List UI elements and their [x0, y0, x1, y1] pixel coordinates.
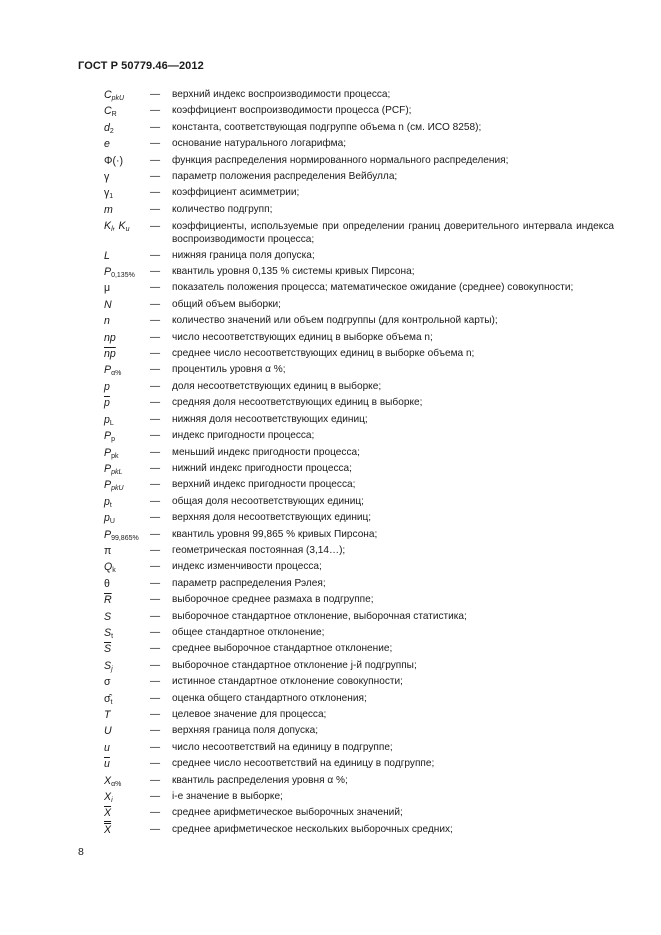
symbol: $Q_k$	[104, 561, 116, 575]
list-item	[0, 658, 661, 674]
symbol: U	[104, 725, 112, 738]
description: функция распределения нормированного нормального распределения;	[172, 154, 509, 166]
dash: —	[150, 659, 161, 671]
list-item	[0, 120, 661, 136]
description: число несоответствующих единиц в выборке объема n;	[172, 331, 433, 343]
symbol: n	[104, 315, 110, 328]
dash: —	[150, 430, 161, 442]
list-item	[0, 773, 661, 789]
dash: —	[150, 282, 161, 294]
list-item	[0, 559, 661, 575]
description: геометрическая постоянная (3,14…);	[172, 544, 346, 556]
dash: —	[150, 187, 161, 199]
dash: —	[150, 594, 161, 606]
dash: —	[150, 676, 161, 688]
symbols-list	[0, 87, 661, 838]
symbol: $P_p$	[104, 430, 115, 444]
description: квантиль уровня 0,135 % системы кривых Пирсона;	[172, 266, 415, 278]
dash: —	[150, 528, 161, 540]
description: количество подгрупп;	[172, 203, 273, 215]
description: верхняя граница поля допуска;	[172, 725, 319, 737]
symbol: $X_i$	[104, 791, 113, 805]
description: коэффициент асимметрии;	[172, 187, 300, 199]
symbol: $C_R$	[104, 105, 117, 119]
dash: —	[150, 725, 161, 737]
symbol: σ	[104, 676, 111, 689]
symbol: $\overline{S}$	[104, 643, 112, 656]
symbol: L	[104, 249, 110, 262]
symbol: X	[104, 823, 112, 836]
list-item	[0, 202, 661, 218]
description: общая доля несоответствующих единиц;	[172, 495, 364, 507]
description: выборочное стандартное отклонение j-й подгруппы;	[172, 659, 417, 671]
description: нижняя доля несоответствующих единиц;	[172, 413, 368, 425]
symbol: $\overline{np}$	[104, 348, 116, 361]
description: нижняя граница поля допуска;	[172, 249, 315, 261]
symbol: θ	[104, 577, 110, 590]
list-item	[0, 379, 661, 395]
symbol: T	[104, 709, 111, 722]
description: целевое значение для процесса;	[172, 709, 327, 721]
dash: —	[150, 171, 161, 183]
symbol: $P_{\alpha\%}$	[104, 364, 122, 378]
list-item	[0, 362, 661, 378]
symbol: p	[104, 380, 110, 393]
description: коэффициент воспроизводимости процесса (PCF);	[172, 105, 412, 117]
list-item	[0, 576, 661, 592]
dash: —	[150, 315, 161, 327]
list-item	[0, 510, 661, 526]
dash: —	[150, 741, 161, 753]
symbol: $P_{99,865\%}$	[104, 528, 139, 542]
symbol: $X_{\alpha\%}$	[104, 774, 122, 788]
description: средняя доля несоответствующих единиц в выборке;	[172, 397, 423, 409]
list-item	[0, 87, 661, 103]
list-item	[0, 264, 661, 280]
symbol: μ	[104, 282, 111, 295]
dash: —	[150, 413, 161, 425]
description: общее стандартное отклонение;	[172, 626, 325, 638]
list-item	[0, 543, 661, 559]
symbol: $p_t$	[104, 495, 112, 509]
symbol: e	[104, 138, 110, 151]
dash: —	[150, 823, 161, 835]
list-item	[0, 625, 661, 641]
list-item	[0, 527, 661, 543]
description: индекс пригодности процесса;	[172, 430, 315, 442]
symbol: $\overline{p}$	[104, 397, 110, 410]
list-item	[0, 494, 661, 510]
list-item	[0, 691, 661, 707]
description: число несоответствий на единицу в подгруппе;	[172, 741, 393, 753]
list-item	[0, 330, 661, 346]
list-item	[0, 103, 661, 119]
description: процентиль уровня α %;	[172, 364, 286, 376]
dash: —	[150, 154, 161, 166]
dash: —	[150, 249, 161, 261]
symbol: γ	[104, 171, 110, 184]
symbol: $S_j$	[104, 659, 113, 673]
symbol: S	[104, 610, 112, 623]
list-item	[0, 428, 661, 444]
dash: —	[150, 479, 161, 491]
description: нижний индекс пригодности процесса;	[172, 462, 352, 474]
description: среднее число несоответствующих единиц в выборке объема n;	[172, 348, 475, 360]
description: количество значений или объем подгруппы (для контрольной карты);	[172, 315, 498, 327]
description: среднее арифметическое нескольких выборочных средних;	[172, 823, 453, 835]
symbol: $P_{pkL}$	[104, 462, 123, 476]
description: общий объем выборки;	[172, 298, 281, 310]
dash: —	[150, 266, 161, 278]
description: основание натурального логарифма;	[172, 138, 347, 150]
dash: —	[150, 512, 161, 524]
description: i-е значение в выборке;	[172, 791, 283, 803]
dash: —	[150, 544, 161, 556]
dash: —	[150, 610, 161, 622]
dash: —	[150, 758, 161, 770]
symbol: $\overline{X}$	[104, 807, 112, 820]
dash: —	[150, 692, 161, 704]
description: квантиль уровня 99,865 % кривых Пирсона;	[172, 528, 378, 540]
symbol: N	[104, 298, 112, 311]
description: верхний индекс воспроизводимости процесса;	[172, 89, 391, 100]
list-item	[0, 477, 661, 493]
symbol: $C_{pkU}$	[104, 89, 125, 102]
list-item	[0, 740, 661, 756]
list-item	[0, 789, 661, 805]
description: оценка общего стандартного отклонения;	[172, 692, 367, 704]
symbol: $P_{pkU}$	[104, 479, 124, 493]
symbol: $\gamma_1$	[104, 187, 114, 201]
dash: —	[150, 89, 161, 100]
document-header: ГОСТ Р 50779.46—2012	[78, 60, 204, 72]
dash: —	[150, 791, 161, 803]
description: среднее число несоответствий на единицу в подгруппе;	[172, 758, 435, 770]
dash: —	[150, 138, 161, 150]
description: квантиль распределения уровня α %;	[172, 774, 348, 786]
description: показатель положения процесса; математическое ожидание (среднее) совокупности;	[172, 282, 574, 294]
description: доля несоответствующих единиц в выборке;	[172, 380, 382, 392]
symbol: m	[104, 203, 113, 216]
symbol: Φ(·)	[104, 154, 124, 167]
list-item	[0, 805, 661, 821]
description: верхняя доля несоответствующих единиц;	[172, 512, 372, 524]
list-item	[0, 218, 661, 247]
description: среднее арифметическое выборочных значений;	[172, 807, 403, 819]
description: выборочное среднее размаха в подгруппе;	[172, 594, 374, 606]
dash: —	[150, 807, 161, 819]
list-item	[0, 136, 661, 152]
symbol: $p_U$	[104, 512, 115, 526]
dash: —	[150, 774, 161, 786]
dash: —	[150, 298, 161, 310]
symbol: $d_2$	[104, 121, 114, 135]
symbol: $\overline{u}$	[104, 758, 110, 771]
list-item	[0, 169, 661, 185]
list-item	[0, 445, 661, 461]
description: параметр положения распределения Вейбулла;	[172, 171, 398, 183]
symbol: $p_L$	[104, 413, 114, 427]
list-item	[0, 412, 661, 428]
dash: —	[150, 397, 161, 409]
list-item	[0, 822, 661, 838]
dash: —	[150, 495, 161, 507]
list-item	[0, 153, 661, 169]
dash: —	[150, 380, 161, 392]
description: истинное стандартное отклонение совокупности;	[172, 676, 403, 688]
dash: —	[150, 446, 161, 458]
symbol: $P_{pk}$	[104, 446, 119, 460]
list-item	[0, 756, 661, 772]
list-item	[0, 313, 661, 329]
list-item	[0, 185, 661, 201]
list-item	[0, 592, 661, 608]
list-item	[0, 461, 661, 477]
dash: —	[150, 643, 161, 655]
list-item	[0, 723, 661, 739]
description: меньший индекс пригодности процесса;	[172, 446, 360, 458]
symbol: $\sigmâ_t$	[104, 692, 113, 706]
list-item	[0, 674, 661, 690]
description: верхний индекс пригодности процесса;	[172, 479, 356, 491]
page-number: 8	[78, 846, 84, 858]
dash: —	[150, 331, 161, 343]
description: индекс изменчивости процесса;	[172, 561, 322, 573]
dash: —	[150, 121, 161, 133]
list-item	[0, 248, 661, 264]
dash: —	[150, 626, 161, 638]
list-item	[0, 609, 661, 625]
dash: —	[150, 709, 161, 721]
symbol: $P_{0,135\%}$	[104, 266, 135, 280]
dash: —	[150, 203, 161, 215]
list-item	[0, 346, 661, 362]
symbol: $K_l$, $K_u$	[104, 220, 130, 234]
description: параметр распределения Рэлея;	[172, 577, 326, 589]
dash: —	[150, 462, 161, 474]
dash: —	[150, 348, 161, 360]
symbol: np	[104, 331, 116, 344]
list-item	[0, 395, 661, 411]
list-item	[0, 280, 661, 296]
description: выборочное стандартное отклонение, выборочная статистика;	[172, 610, 467, 622]
symbol: π	[104, 544, 112, 557]
list-item	[0, 641, 661, 657]
dash: —	[150, 364, 161, 376]
dash: —	[150, 105, 161, 117]
list-item	[0, 707, 661, 723]
symbol: $S_t$	[104, 626, 114, 640]
description: среднее выборочное стандартное отклонение;	[172, 643, 393, 655]
symbol: u	[104, 741, 110, 754]
description: коэффициенты, используемые при определении границ доверительного интервала индекса воспроизводимости процесса;	[172, 221, 614, 246]
description: константа, соответствующая подгруппе объема n (см. ИСО 8258);	[172, 121, 482, 133]
dash: —	[150, 561, 161, 573]
symbol: $\overline{R}$	[104, 594, 112, 607]
dash: —	[150, 221, 161, 233]
dash: —	[150, 577, 161, 589]
list-item	[0, 297, 661, 313]
